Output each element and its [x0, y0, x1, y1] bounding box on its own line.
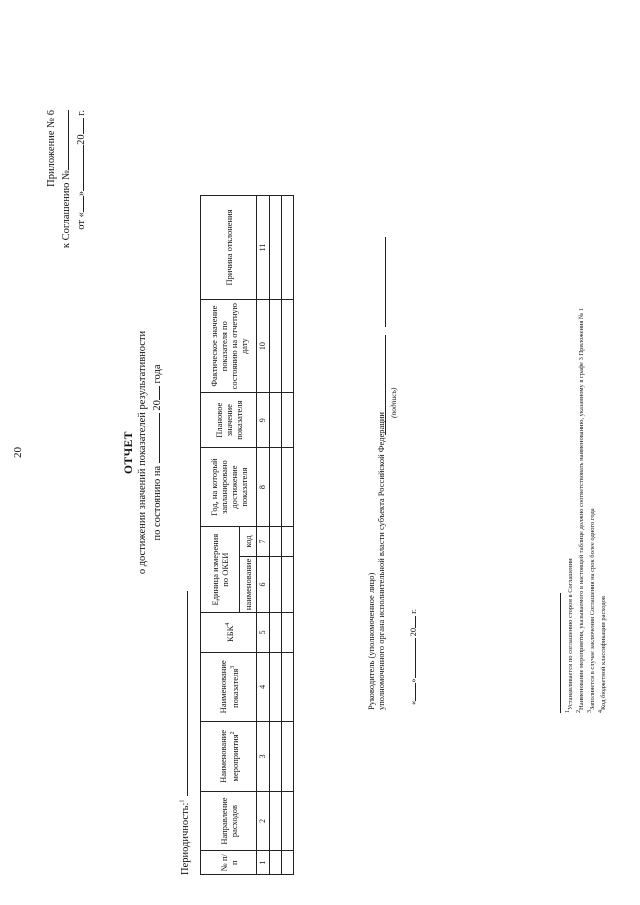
signature-date-line: «» 20 г.	[405, 609, 418, 705]
header-number: № п/п	[201, 851, 257, 875]
page-number: 20	[12, 447, 24, 458]
appendix-block	[45, 110, 88, 248]
header-unit: Единица измерения по ОКЕИ	[201, 527, 240, 613]
header-kbk: КБК$^4$	[201, 613, 257, 652]
header-actual: Фактическое значение показателя по состоянию на отчетную дату	[201, 299, 257, 392]
report-subtitle: о достижении значений показателей результативности	[137, 330, 148, 575]
footnote: $^4$Код бюджетной классификации расходов	[598, 596, 608, 713]
appendix-agreement-line: к Соглашению №	[58, 110, 73, 248]
column-numbers-row	[257, 196, 270, 875]
table-header-row	[201, 196, 240, 875]
column-number: 5	[257, 613, 270, 652]
column-number: 3	[257, 722, 270, 792]
header-event: Наименование мероприятия$^2$	[201, 722, 257, 792]
periodicity-line: Периодичность:$^1$	[177, 591, 191, 875]
header-reason: Причина отклонения	[201, 196, 257, 300]
header-planned: Плановое значение показателя	[201, 393, 257, 448]
header-unit-code: код	[240, 527, 257, 557]
footnote-divider	[560, 593, 561, 713]
footnotes	[564, 0, 609, 713]
appendix-title: Приложение № 6	[46, 110, 57, 187]
header-unit-name: наименование	[240, 556, 257, 612]
column-number: 10	[257, 299, 270, 392]
report-heading: ОТЧЕТ	[123, 431, 135, 474]
footnote: $^2$Наименование мероприятия, указываемого в настоящей таблице должно соответствовать наименованию, указанному в графе 3 Приложения № 1	[576, 307, 586, 713]
column-number: 6	[257, 556, 270, 612]
report-table	[200, 195, 294, 875]
signatory-title: Руководитель (уполномоченное лицо)	[366, 572, 376, 710]
table-row	[270, 196, 282, 875]
column-number: 1	[257, 851, 270, 875]
footnote: $^1$Устанавливается по соглашению сторон в Соглашении	[565, 558, 575, 713]
column-number: 7	[257, 527, 270, 557]
appendix-date-line: от «»20 г.	[73, 110, 88, 248]
column-number: 4	[257, 652, 270, 722]
column-number: 11	[257, 196, 270, 300]
signature-line	[385, 335, 386, 435]
signatory-organization: уполномоченного органа исполнительной власти субъекта Российской Федерации	[376, 412, 386, 710]
report-date-line: по состоянию на 20 года	[149, 0, 164, 905]
signature-block	[366, 412, 386, 710]
table-row	[282, 196, 294, 875]
column-number: 8	[257, 447, 270, 526]
signature-caption: (подпись)	[389, 387, 398, 418]
footnote: $^3$Заполняется в случае заключения Соглашения на срок более одного года	[587, 508, 597, 713]
header-year: Год, на который запланировано достижение показателя	[201, 447, 257, 526]
name-line	[385, 237, 386, 327]
report-title-block	[123, 0, 164, 905]
column-number: 2	[257, 791, 270, 851]
header-direction: Направление расходов	[201, 791, 257, 851]
column-number: 9	[257, 393, 270, 448]
header-indicator: Наименование показателя$^3$	[201, 652, 257, 722]
